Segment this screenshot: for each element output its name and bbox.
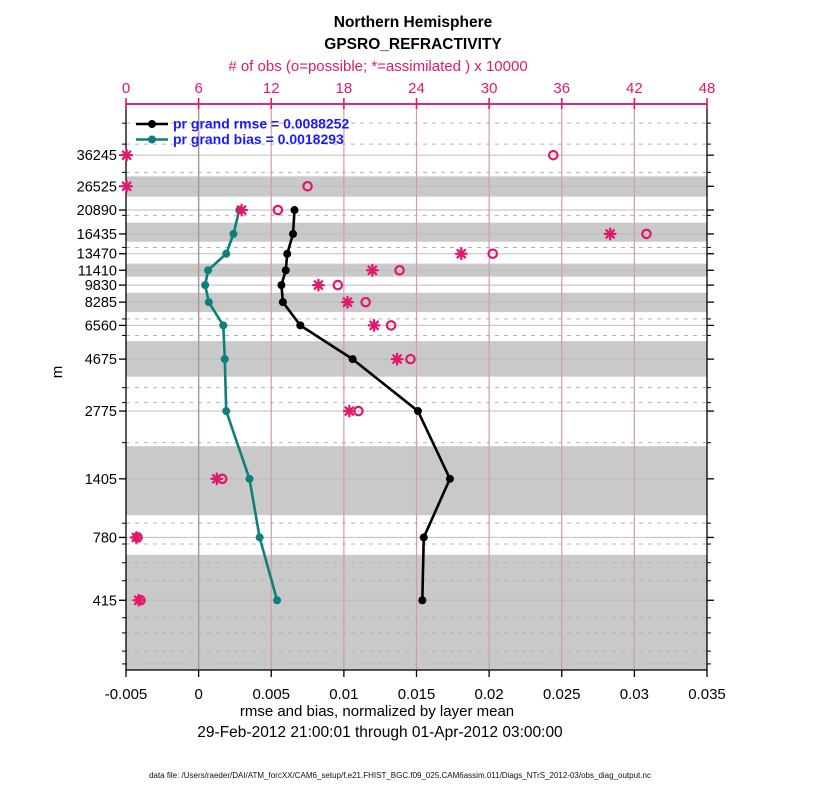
top-tick-label: 0: [121, 80, 131, 97]
rmse-point: [290, 206, 298, 214]
left-tick-label: 780: [92, 530, 117, 547]
bottom-tick-label: 0.005: [252, 686, 291, 703]
bias-point: [219, 321, 227, 329]
top-tick-label: 18: [335, 80, 353, 97]
bottom-tick-label: 0.035: [688, 686, 726, 703]
left-tick-label: 8285: [84, 295, 117, 312]
bottom-tick-label: -0.005: [104, 686, 148, 703]
bottom-tick-label: 0.03: [619, 686, 649, 703]
gridlines-and-bands: [126, 104, 707, 670]
top-tick-label: 36: [553, 80, 571, 97]
left-tick-label: 16435: [76, 226, 117, 243]
legend-bias-marker: [148, 136, 156, 144]
left-tick-label: 415: [92, 593, 117, 610]
left-tick-label: 6560: [84, 318, 117, 335]
chart-title-region: Northern Hemisphere: [333, 14, 493, 31]
left-tick-label: 20890: [76, 203, 117, 220]
rmse-point: [420, 533, 428, 541]
y-axis-label: m: [49, 365, 66, 379]
bias-point: [204, 266, 212, 274]
legend-bias-label: pr grand bias = 0.0018293: [173, 131, 344, 147]
bias-point: [205, 298, 213, 306]
bottom-tick-label: 0: [194, 686, 203, 703]
bottom-tick-label: 0.02: [474, 686, 504, 703]
left-tick-label: 9830: [84, 278, 117, 295]
date-range-label: 29-Feb-2012 21:00:01 through 01-Apr-2012 03:00:00: [197, 724, 563, 741]
rmse-point: [283, 250, 291, 258]
left-tick-label: 1405: [84, 471, 117, 488]
top-tick-label: 30: [480, 80, 498, 97]
bias-point: [222, 407, 230, 415]
top-tick-label: 48: [698, 80, 716, 97]
rmse-point: [446, 475, 454, 483]
left-tick-label: 26525: [76, 179, 117, 196]
top-tick-label: 24: [408, 80, 425, 97]
bias-point: [245, 475, 253, 483]
bottom-tick-label: 0.015: [397, 686, 436, 703]
left-tick-label: 36245: [76, 148, 117, 165]
bottom-tick-label: 0.01: [329, 686, 359, 703]
bias-point: [256, 533, 264, 541]
left-tick-label: 11410: [77, 263, 117, 280]
rmse-point: [289, 230, 297, 238]
left-tick-label: 4675: [84, 352, 117, 369]
rmse-point: [277, 281, 285, 289]
top-tick-label: 6: [194, 80, 203, 97]
legend: [136, 116, 349, 148]
bottom-tick-label: 0.025: [542, 686, 581, 703]
bias-point: [221, 355, 229, 363]
bias-point: [222, 250, 230, 258]
top-tick-label: 42: [626, 80, 643, 97]
rmse-point: [349, 355, 357, 363]
bias-point: [201, 281, 209, 289]
rmse-point: [279, 298, 287, 306]
top-tick-label: 12: [262, 80, 280, 97]
left-tick-label: 2775: [84, 404, 117, 421]
top-axis-label: # of obs (o=possible; *=assimilated ) x 10000: [228, 58, 528, 75]
data-file-path: data file: /Users/raeder/DAI/ATM_forcXX/CAM6_setup/f.e21.FHIST_BGC.f09_025.CAM6assim.011/Diags_NTrS_2012-03/obs_diag_output.nc: [149, 771, 651, 780]
rmse-point: [282, 266, 290, 274]
rmse-point: [414, 407, 422, 415]
left-tick-label: 13470: [76, 246, 117, 263]
rmse-point: [418, 596, 426, 604]
legend-rmse-marker: [148, 120, 156, 128]
chart-title-variable: GPSRO_REFRACTIVITY: [324, 36, 502, 53]
legend-rmse-label: pr grand rmse = 0.0088252: [173, 115, 350, 132]
bias-point: [273, 596, 281, 604]
bias-point: [229, 230, 237, 238]
rmse-point: [296, 321, 304, 329]
bottom-axis-label: rmse and bias, normalized by layer mean: [239, 703, 515, 720]
